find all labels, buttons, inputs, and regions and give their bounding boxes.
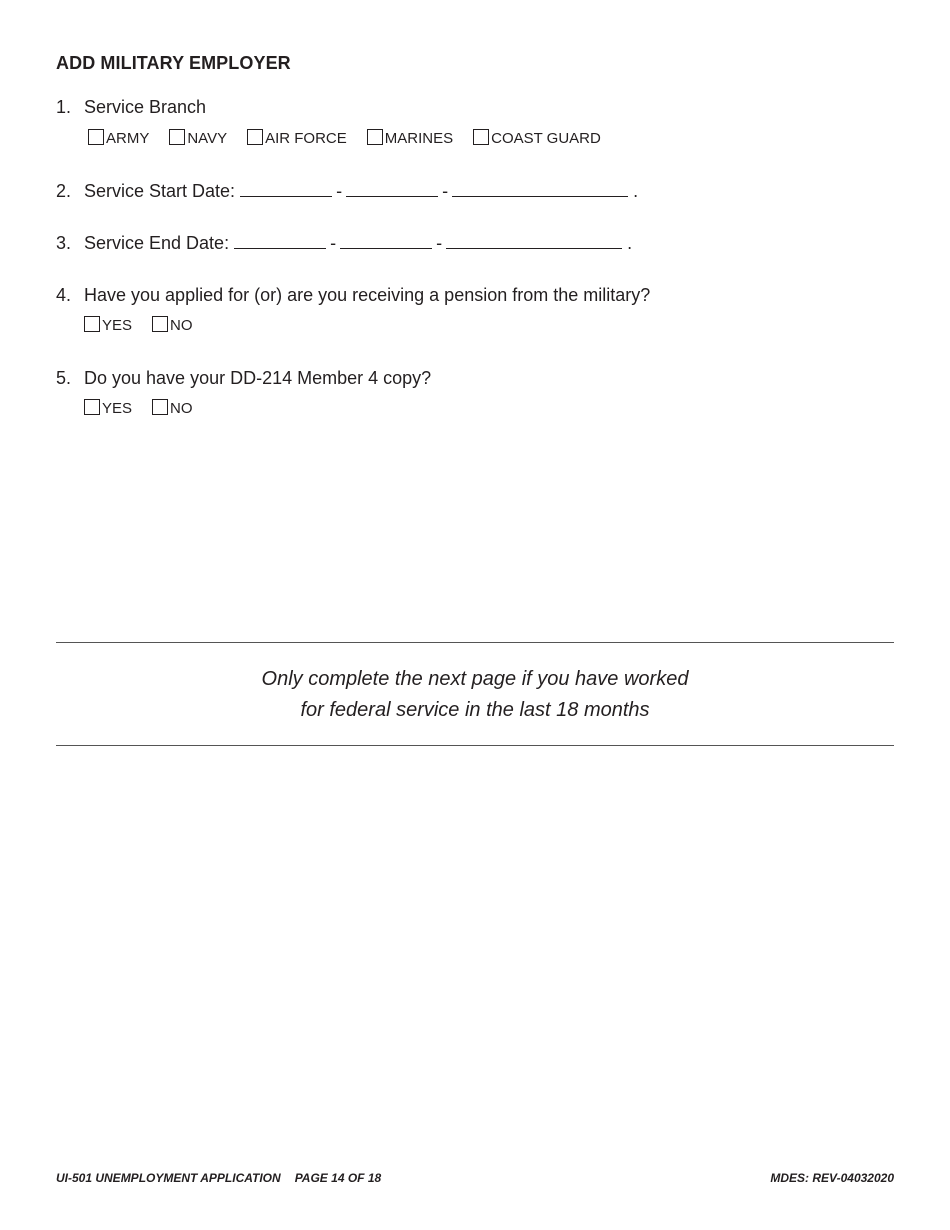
service-branch-options bbox=[84, 129, 621, 147]
marines-checkbox[interactable] bbox=[367, 129, 383, 145]
date-end-mark: . bbox=[627, 233, 633, 253]
option-label: NO bbox=[170, 400, 193, 417]
option-label: MARINES bbox=[384, 130, 454, 147]
start-month-field[interactable] bbox=[240, 182, 332, 197]
option-label: NO bbox=[170, 317, 193, 334]
option-air-force[interactable] bbox=[247, 129, 347, 147]
start-day-field[interactable] bbox=[346, 182, 438, 197]
question-text: Service End Date: bbox=[84, 233, 230, 253]
footer-page-number: PAGE 14 OF 18 bbox=[294, 1171, 382, 1185]
option-dd214-no[interactable] bbox=[152, 399, 193, 417]
divider-bottom bbox=[56, 745, 894, 746]
notice-line-2: for federal service in the last 18 months bbox=[300, 699, 650, 721]
page-title: ADD MILITARY EMPLOYER bbox=[56, 53, 291, 73]
dd214-yes-checkbox[interactable] bbox=[84, 399, 100, 415]
question-number: 4. bbox=[56, 285, 72, 305]
question-service-end-date bbox=[56, 233, 632, 254]
pension-no-checkbox[interactable] bbox=[152, 316, 168, 332]
army-checkbox[interactable] bbox=[88, 129, 104, 145]
option-label: AIR FORCE bbox=[265, 130, 347, 147]
question-number: 2. bbox=[56, 181, 72, 201]
option-label: YES bbox=[102, 400, 133, 417]
option-pension-no[interactable] bbox=[152, 316, 193, 334]
question-text: Service Start Date: bbox=[84, 181, 236, 201]
date-separator: - bbox=[436, 233, 443, 253]
dd214-no-checkbox[interactable] bbox=[152, 399, 168, 415]
coast-guard-checkbox[interactable] bbox=[473, 129, 489, 145]
end-day-field[interactable] bbox=[340, 234, 432, 249]
footer-revision: MDES: REV-04032020 bbox=[770, 1171, 894, 1185]
dd214-options bbox=[84, 399, 213, 417]
question-service-start-date bbox=[56, 181, 638, 202]
question-text: Have you applied for (or) are you receiving a pension from the military? bbox=[84, 285, 651, 305]
question-number: 5. bbox=[56, 368, 72, 388]
option-label: COAST GUARD bbox=[491, 130, 601, 147]
question-text: Service Branch bbox=[84, 97, 207, 117]
divider-top bbox=[56, 642, 894, 643]
option-label: NAVY bbox=[187, 130, 228, 147]
date-separator: - bbox=[336, 181, 343, 201]
option-label: ARMY bbox=[106, 130, 150, 147]
notice-line-1: Only complete the next page if you have worked bbox=[261, 668, 689, 690]
pension-yes-checkbox[interactable] bbox=[84, 316, 100, 332]
option-marines[interactable] bbox=[367, 129, 453, 147]
question-number: 1. bbox=[56, 97, 72, 117]
start-year-field[interactable] bbox=[452, 182, 628, 197]
option-army[interactable] bbox=[88, 129, 149, 147]
date-separator: - bbox=[330, 233, 337, 253]
end-month-field[interactable] bbox=[234, 234, 326, 249]
option-dd214-yes[interactable] bbox=[84, 399, 132, 417]
navy-checkbox[interactable] bbox=[169, 129, 185, 145]
date-separator: - bbox=[442, 181, 449, 201]
question-text: Do you have your DD-214 Member 4 copy? bbox=[84, 368, 432, 388]
question-number: 3. bbox=[56, 233, 72, 253]
option-navy[interactable] bbox=[169, 129, 227, 147]
date-end-mark: . bbox=[633, 181, 639, 201]
question-dd214-copy bbox=[56, 368, 431, 389]
option-label: YES bbox=[102, 317, 133, 334]
end-year-field[interactable] bbox=[446, 234, 622, 249]
footer-form-info bbox=[56, 1171, 381, 1185]
pension-options bbox=[84, 316, 213, 334]
air-force-checkbox[interactable] bbox=[247, 129, 263, 145]
question-service-branch bbox=[56, 97, 206, 118]
question-military-pension bbox=[56, 285, 650, 306]
option-pension-yes[interactable] bbox=[84, 316, 132, 334]
footer-form-name: UI-501 UNEMPLOYMENT APPLICATION bbox=[56, 1171, 281, 1185]
federal-service-notice bbox=[56, 664, 894, 726]
option-coast-guard[interactable] bbox=[473, 129, 601, 147]
